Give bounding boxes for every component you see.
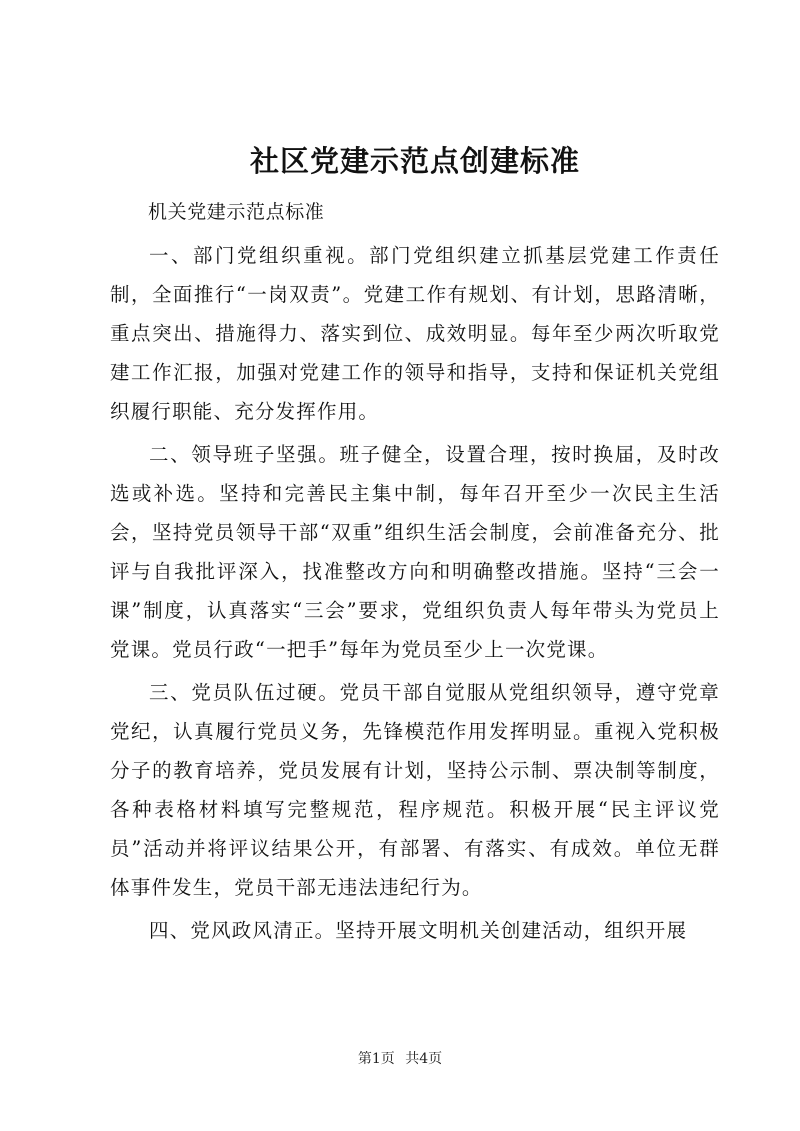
- page-number: 第1页: [357, 1051, 395, 1067]
- page-footer: [0, 1048, 800, 1068]
- paragraph-4: 四、党风政风清正。坚持开展文明机关创建活动，组织开展: [149, 919, 688, 942]
- document-page: [110, 138, 720, 954]
- document-title: 社区党建示范点创建标准: [249, 144, 580, 178]
- paragraph-1: 一、部门党组织重视。部门党组织建立抓基层党建工作责任制，全面推行“一岗双责”。党建工作有规划、有计划，思路清晰，重点突出、措施得力、落实到位、成效明显。每年至少两次听取党建工作汇报，加强对党建工作的领导和指导，支持和保证机关党组织履行职能、充分发挥作用。: [110, 244, 720, 423]
- document-subtitle: 机关党建示范点标准: [148, 201, 325, 223]
- page-total: 共4页: [405, 1051, 443, 1067]
- paragraph-3: 三、党员队伍过硬。党员干部自觉服从党组织领导，遵守党章党纪，认真履行党员义务，先锋模范作用发挥明显。重视入党积极分子的教育培养，党员发展有计划，坚持公示制、票决制等制度，各种表格材料填写完整规范，程序规范。积极开展“民主评议党员”活动并将评议结果公开，有部署、有落实、有成效。单位无群体事件发生，党员干部无违法违纪行为。: [110, 681, 720, 899]
- paragraph-2: 二、领导班子坚强。班子健全，设置合理，按时换届，及时改选或补选。坚持和完善民主集中制，每年召开至少一次民主生活会，坚持党员领导干部“双重”组织生活会制度，会前准备充分、批评与自我批评深入，找准整改方向和明确整改措施。坚持“三会一课”制度，认真落实“三会”要求，党组织负责人每年带头为党员上党课。党员行政“一把手”每年为党员至少上一次党课。: [110, 443, 720, 661]
